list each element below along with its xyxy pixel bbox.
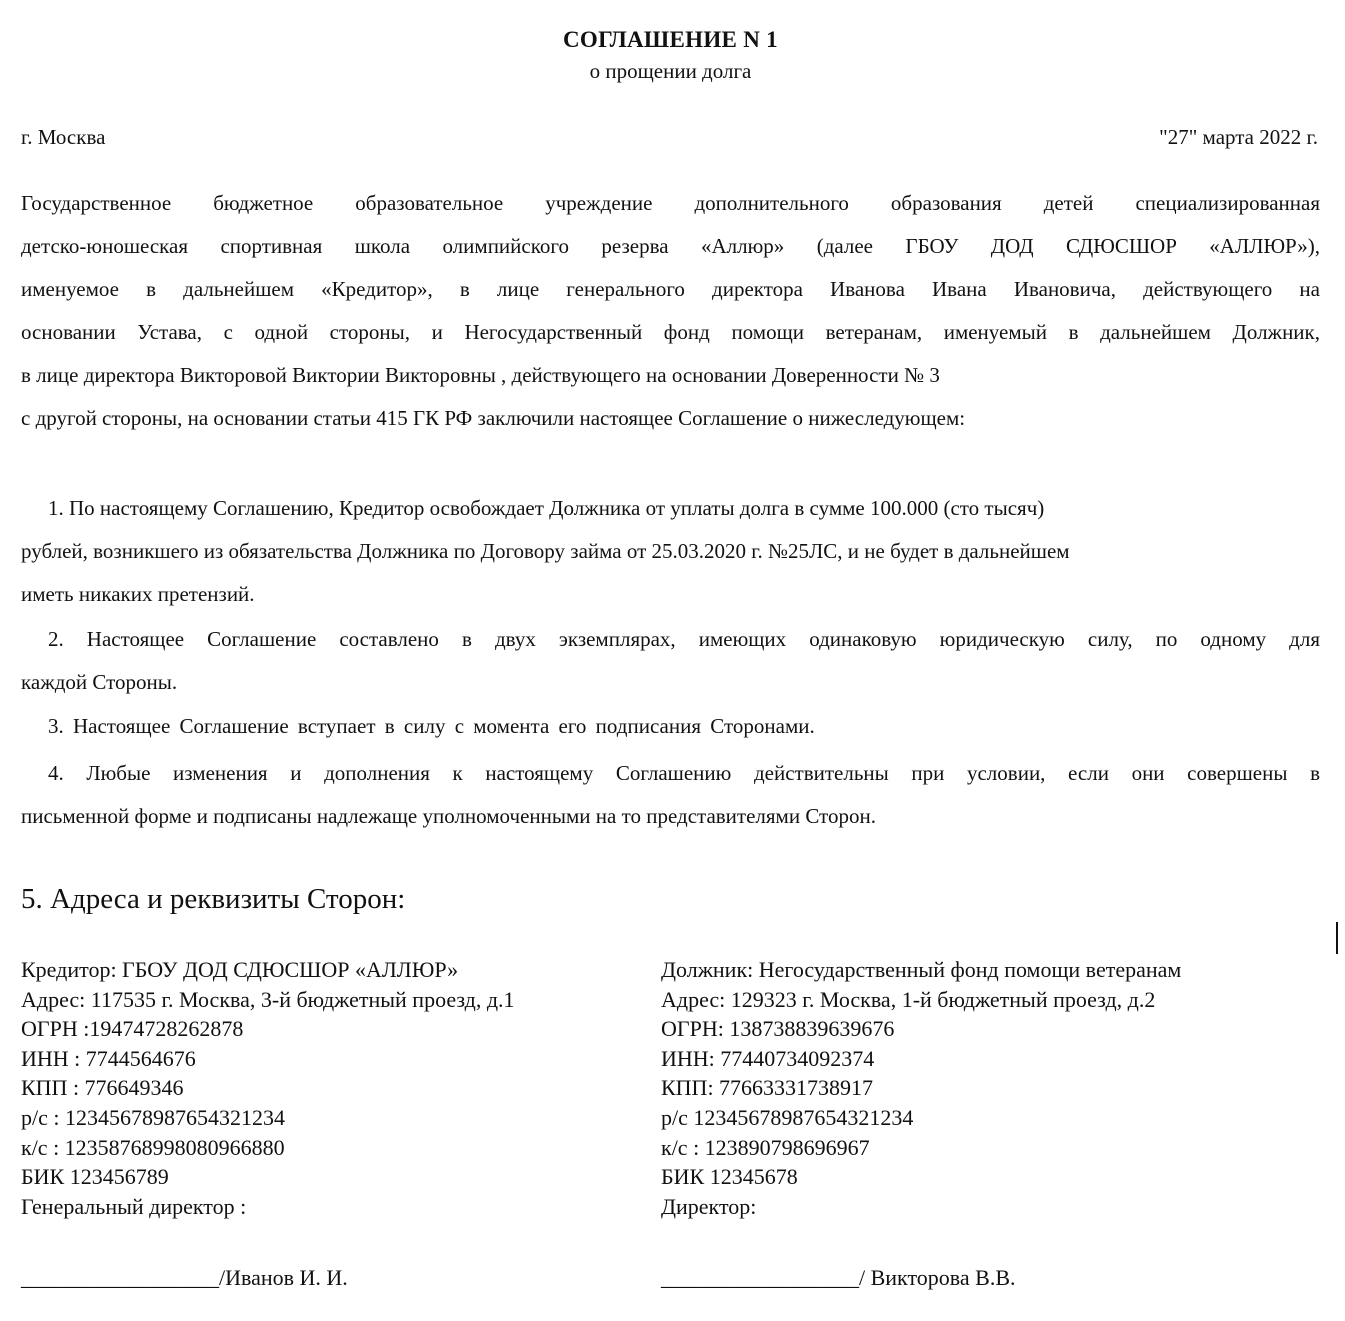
section-5-heading: 5. Адреса и реквизиты Сторон:	[21, 883, 406, 915]
city-label: г. Москва	[21, 125, 106, 149]
creditor-kpp: КПП : 776649346	[21, 1075, 184, 1101]
clause-3	[21, 705, 1320, 748]
creditor-ogrn: ОГРН :19474728262878	[21, 1016, 244, 1042]
document-title: СОГЛАШЕНИЕ N 1	[563, 27, 778, 52]
debtor-bik: БИК 12345678	[661, 1164, 798, 1190]
preamble-line: детско-юношеская спортивная школа олимпийского резерва «Аллюр» (далее ГБОУ ДОД СДЮСШОР «АЛЛЮР»),	[21, 234, 1320, 258]
clause-line: 1. По настоящему Соглашению, Кредитор освобождает Должника от уплаты долга в сумме 100.000 (сто тысяч)	[48, 496, 1045, 520]
clause-4	[21, 752, 1320, 838]
clause-line: рублей, возникшего из обязательства Должника по Договору займа от 25.03.2020 г. №25ЛС, и не будет в дальнейшем	[21, 539, 1070, 563]
debtor-name: Должник: Негосударственный фонд помощи ветеранам	[661, 957, 1182, 982]
debtor-inn: ИНН: 77440734092374	[661, 1045, 875, 1071]
creditor-address: Адрес: 117535 г. Москва, 3-й бюджетный проезд, д.1	[21, 986, 515, 1012]
creditor-signature-line: __________________/Иванов И. И.	[21, 1265, 348, 1290]
clause-line: 3. Настоящее Соглашение вступает в силу с момента его подписания Сторонами.	[48, 714, 815, 738]
debtor-requisites	[661, 955, 1181, 1221]
debtor-ogrn: ОГРН: 138738839639676	[661, 1016, 895, 1042]
preamble-line: в лице директора Викторовой Виктории Викторовны , действующего на основании Доверенности № 3	[21, 363, 940, 387]
creditor-ks: к/с : 12358768998080966880	[21, 1134, 285, 1160]
debtor-position: Директор:	[661, 1193, 757, 1219]
preamble-line: Государственное бюджетное образовательное учреждение дополнительного образования детей специализированная	[21, 191, 1320, 215]
creditor-requisites	[21, 955, 515, 1221]
debtor-signature-line: __________________/ Викторова В.В.	[661, 1265, 1016, 1290]
clause-2	[21, 618, 1320, 704]
document-subtitle: о прощении долга	[589, 59, 752, 83]
debtor-kpp: КПП: 77663331738917	[661, 1075, 874, 1101]
debtor-rs: р/с 12345678987654321234	[661, 1104, 914, 1130]
clause-line: письменной форме и подписаны надлежаще уполномоченными на то представителями Сторон.	[21, 804, 876, 828]
creditor-inn: ИНН : 7744564676	[21, 1045, 196, 1071]
creditor-rs: р/с : 12345678987654321234	[21, 1104, 285, 1130]
text-cursor	[1336, 922, 1338, 954]
preamble-paragraph	[21, 182, 1320, 440]
clause-1	[21, 487, 1320, 616]
debtor-address: Адрес: 129323 г. Москва, 1-й бюджетный проезд, д.2	[661, 986, 1156, 1012]
clause-line: каждой Стороны.	[21, 670, 178, 694]
preamble-line: именуемое в дальнейшем «Кредитор», в лице генерального директора Иванова Ивана Ивановича, действующего на	[21, 277, 1320, 301]
clause-line: 2. Настоящее Соглашение составлено в двух экземплярах, имеющих одинаковую юридическую силу, по одному для	[48, 627, 1320, 651]
preamble-line: основании Устава, с одной стороны, и Негосударственный фонд помощи ветеранам, именуемый в дальнейшем Должник,	[21, 320, 1320, 344]
creditor-position: Генеральный директор :	[21, 1193, 247, 1219]
preamble-line: с другой стороны, на основании статьи 415 ГК РФ заключили настоящее Соглашение о нижеследующем:	[21, 406, 966, 430]
clause-line: иметь никаких претензий.	[21, 582, 255, 606]
creditor-name: Кредитор: ГБОУ ДОД СДЮСШОР «АЛЛЮР»	[21, 957, 459, 982]
creditor-bik: БИК 123456789	[21, 1164, 169, 1190]
debtor-ks: к/с : 123890798696967	[661, 1134, 870, 1160]
date-label: "27" марта 2022 г.	[1159, 125, 1318, 149]
clause-line: 4. Любые изменения и дополнения к настоящему Соглашению действительны при условии, если они совершены в	[48, 761, 1320, 785]
